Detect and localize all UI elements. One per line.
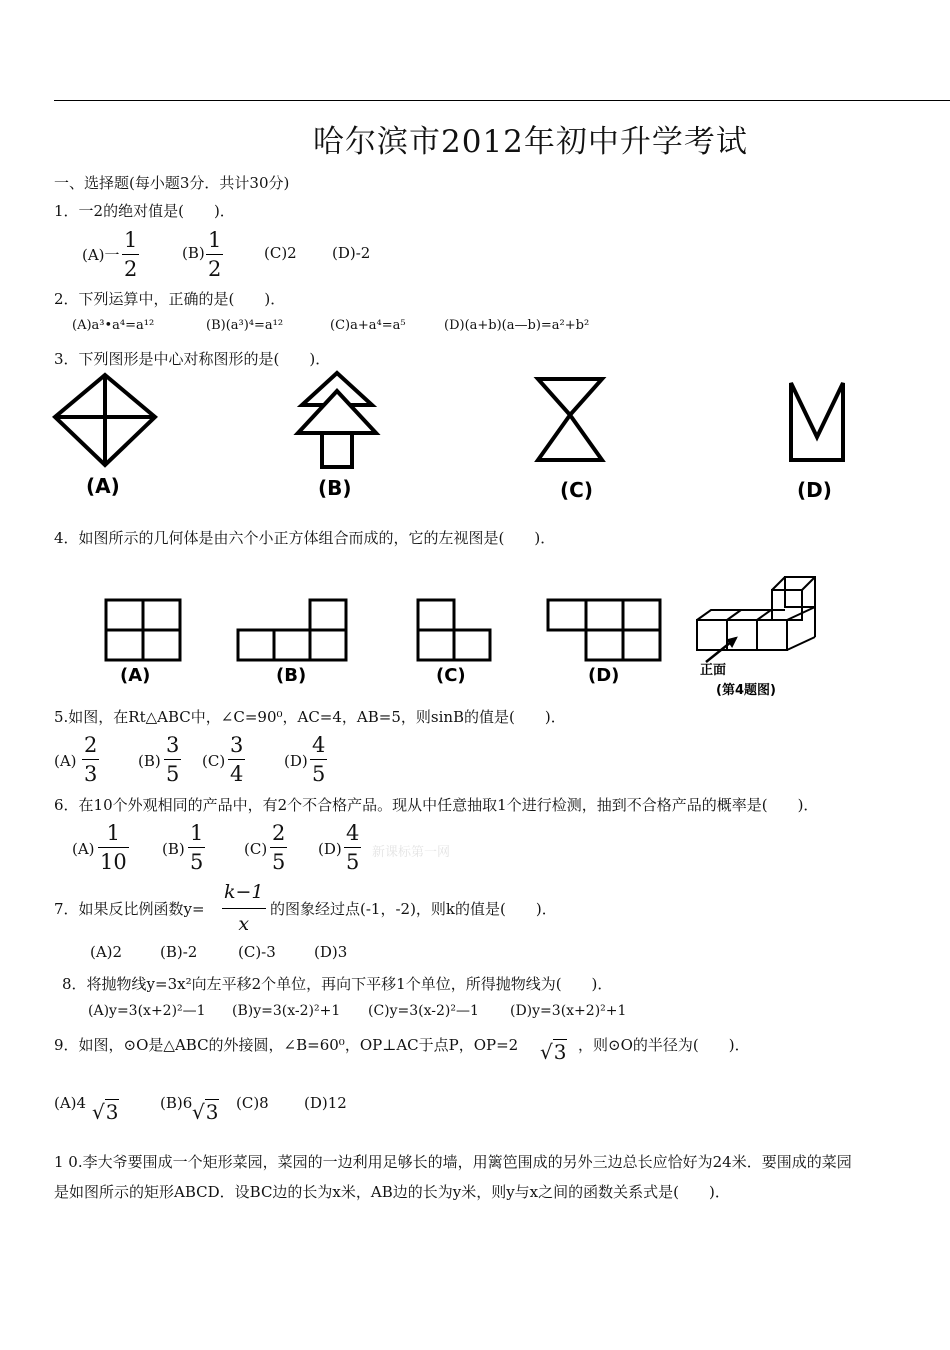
q9-stem-prefix: 9．如图，⊙O是△ABC的外接圆，∠B=60⁰，OP⊥AC于点P，OP=2 <box>54 1036 519 1054</box>
q9-option-a-sqrt: √3 <box>92 1100 119 1124</box>
q9-option-a-prefix: (A)4 <box>54 1094 87 1112</box>
q7-option-b: (B)-2 <box>160 943 198 961</box>
q5-option-c-fraction <box>228 735 245 785</box>
q3-label-c: (C) <box>560 478 593 502</box>
q4-view-b <box>238 600 346 660</box>
q1-option-a-prefix: (A)一 <box>82 246 120 264</box>
q1-option-a-fraction <box>122 230 139 280</box>
numerator: 1 <box>106 821 121 845</box>
q2-option-d: (D)(a+b)(a—b)=a²+b² <box>444 318 590 333</box>
numerator: 3 <box>166 733 180 757</box>
numerator: 2 <box>272 821 286 845</box>
q6-option-a-prefix: (A) <box>72 840 95 858</box>
numerator: 4 <box>346 821 360 845</box>
q4-stem: 4．如图所示的几何体是由六个小正方体组合而成的，它的左视图是( )． <box>54 529 556 547</box>
q3-stem: 3．下列图形是中心对称图形的是( )． <box>54 350 331 368</box>
q7-option-a: (A)2 <box>90 943 123 961</box>
numerator: 3 <box>230 733 244 757</box>
denominator: 2 <box>124 257 138 281</box>
q5-option-b-prefix: (B) <box>138 752 161 770</box>
q3-figure-d <box>791 383 843 460</box>
q4-figures <box>0 570 950 705</box>
q4-view-c <box>418 600 490 660</box>
q2-option-b: (B)(a³)⁴=a¹² <box>206 318 284 333</box>
q6-stem: 6．在10个外观相同的产品中，有2个不合格产品。现从中任意抽取1个进行检测，抽到不合格产品的概率是( )． <box>54 796 819 814</box>
denominator: 5 <box>346 850 360 874</box>
q1-option-d: (D)-2 <box>332 244 371 262</box>
q3-figure-c <box>538 379 602 460</box>
numerator: 1 <box>208 228 222 252</box>
denominator: 4 <box>230 762 244 786</box>
q5-stem: 5.如图，在Rt△ABC中，∠C=90⁰，AC=4，AB=5，则sinB的值是( )． <box>54 708 566 726</box>
denominator: 5 <box>166 762 180 786</box>
q1-option-c: (C)2 <box>264 244 297 262</box>
q1-option-b-fraction <box>206 230 223 280</box>
q4-label-c: (C) <box>436 665 466 686</box>
numerator: 1 <box>190 821 204 845</box>
q9-stem-suffix: ，则⊙O的半径为( )． <box>578 1036 750 1054</box>
denominator: 10 <box>100 850 127 874</box>
q6-option-c-fraction <box>270 823 287 873</box>
section-heading: 一、选择题(每小题3分．共计30分) <box>54 174 290 192</box>
denominator: 5 <box>190 850 204 874</box>
q3-label-a: (A) <box>86 474 120 498</box>
q3-label-b: (B) <box>318 476 352 500</box>
numerator: 2 <box>84 733 98 757</box>
q6-option-a-fraction <box>98 823 129 873</box>
numerator: 1 <box>124 228 138 252</box>
q2-option-c: (C)a+a⁴=a⁵ <box>330 318 406 333</box>
q3-figure-a <box>55 375 155 465</box>
q5-option-a-fraction <box>82 735 99 785</box>
q8-stem: 8．将抛物线y=3x²向左平移2个单位，再向下平移1个单位，所得抛物线为( )． <box>62 975 613 993</box>
q5-option-d-fraction <box>310 735 327 785</box>
q7-stem-prefix: 7．如果反比例函数y= <box>54 900 205 918</box>
q4-figure-caption: (第4题图) <box>716 683 776 698</box>
q4-front-label: 正面 <box>700 663 727 678</box>
denominator: 5 <box>272 850 286 874</box>
q2-option-a: (A)a³•a⁴=a¹² <box>72 318 155 333</box>
q1-stem: 1．一2的绝对值是( )． <box>54 202 235 220</box>
q4-label-d: (D) <box>588 665 620 686</box>
q5-option-b-fraction <box>164 735 181 785</box>
q4-label-b: (B) <box>276 665 307 686</box>
q10-line2: 是如图所示的矩形ABCD．设BC边的长为x米，AB边的长为y米，则y与x之间的函数关系式是( )． <box>54 1183 730 1201</box>
q6-option-c-prefix: (C) <box>244 840 268 858</box>
denominator: 5 <box>312 762 326 786</box>
q4-view-d <box>548 600 660 660</box>
q4-solid-figure <box>697 577 815 662</box>
q7-stem-suffix: 的图象经过点(-1，-2)，则k的值是( )． <box>270 900 557 918</box>
denominator: 3 <box>84 762 98 786</box>
q3-figure-b <box>298 373 376 467</box>
q8-option-a: (A)y=3(x+2)²—1 <box>88 1003 206 1019</box>
q8-option-b: (B)y=3(x-2)²+1 <box>232 1003 341 1019</box>
q6-option-b-prefix: (B) <box>162 840 185 858</box>
q6-option-d-fraction <box>344 823 361 873</box>
q5-option-c-prefix: (C) <box>202 752 226 770</box>
denominator: 2 <box>208 257 222 281</box>
q10-line1: 1 0.李大爷要围成一个矩形菜园，菜园的一边利用足够长的墙，用篱笆围成的另外三边总长应恰好为24米．要围成的菜园 <box>54 1153 852 1171</box>
q9-option-b-prefix: (B)6 <box>160 1094 193 1112</box>
q9-option-c: (C)8 <box>236 1094 269 1112</box>
exam-title: 哈尔滨市2012年初中升学考试 <box>313 124 748 160</box>
q7-option-c: (C)-3 <box>238 943 276 961</box>
q9-option-d: (D)12 <box>304 1094 347 1112</box>
numerator: 4 <box>312 733 326 757</box>
q1-option-b-prefix: (B) <box>182 244 205 262</box>
q7-option-d: (D)3 <box>314 943 348 961</box>
watermark: 新课标第一网 <box>372 845 451 860</box>
q5-option-d-prefix: (D) <box>284 752 308 770</box>
denominator: x <box>238 913 250 935</box>
q7-function-fraction <box>222 883 266 934</box>
radicand: 3 <box>553 1040 567 1064</box>
q2-stem: 2．下列运算中，正确的是( )． <box>54 290 286 308</box>
q6-option-d-prefix: (D) <box>318 840 342 858</box>
q8-option-d: (D)y=3(x+2)²+1 <box>510 1003 627 1019</box>
q4-view-a <box>106 600 180 660</box>
numerator: k−1 <box>224 881 264 903</box>
q9-option-b-sqrt: √3 <box>192 1100 219 1124</box>
q8-option-c: (C)y=3(x-2)²—1 <box>368 1003 479 1019</box>
q4-label-a: (A) <box>120 665 151 686</box>
q6-option-b-fraction <box>188 823 205 873</box>
top-rule <box>54 100 950 101</box>
q5-option-a-prefix: (A) <box>54 752 77 770</box>
q3-figures <box>0 365 950 510</box>
q9-sqrt: √3 <box>540 1040 567 1064</box>
q3-label-d: (D) <box>797 478 832 502</box>
